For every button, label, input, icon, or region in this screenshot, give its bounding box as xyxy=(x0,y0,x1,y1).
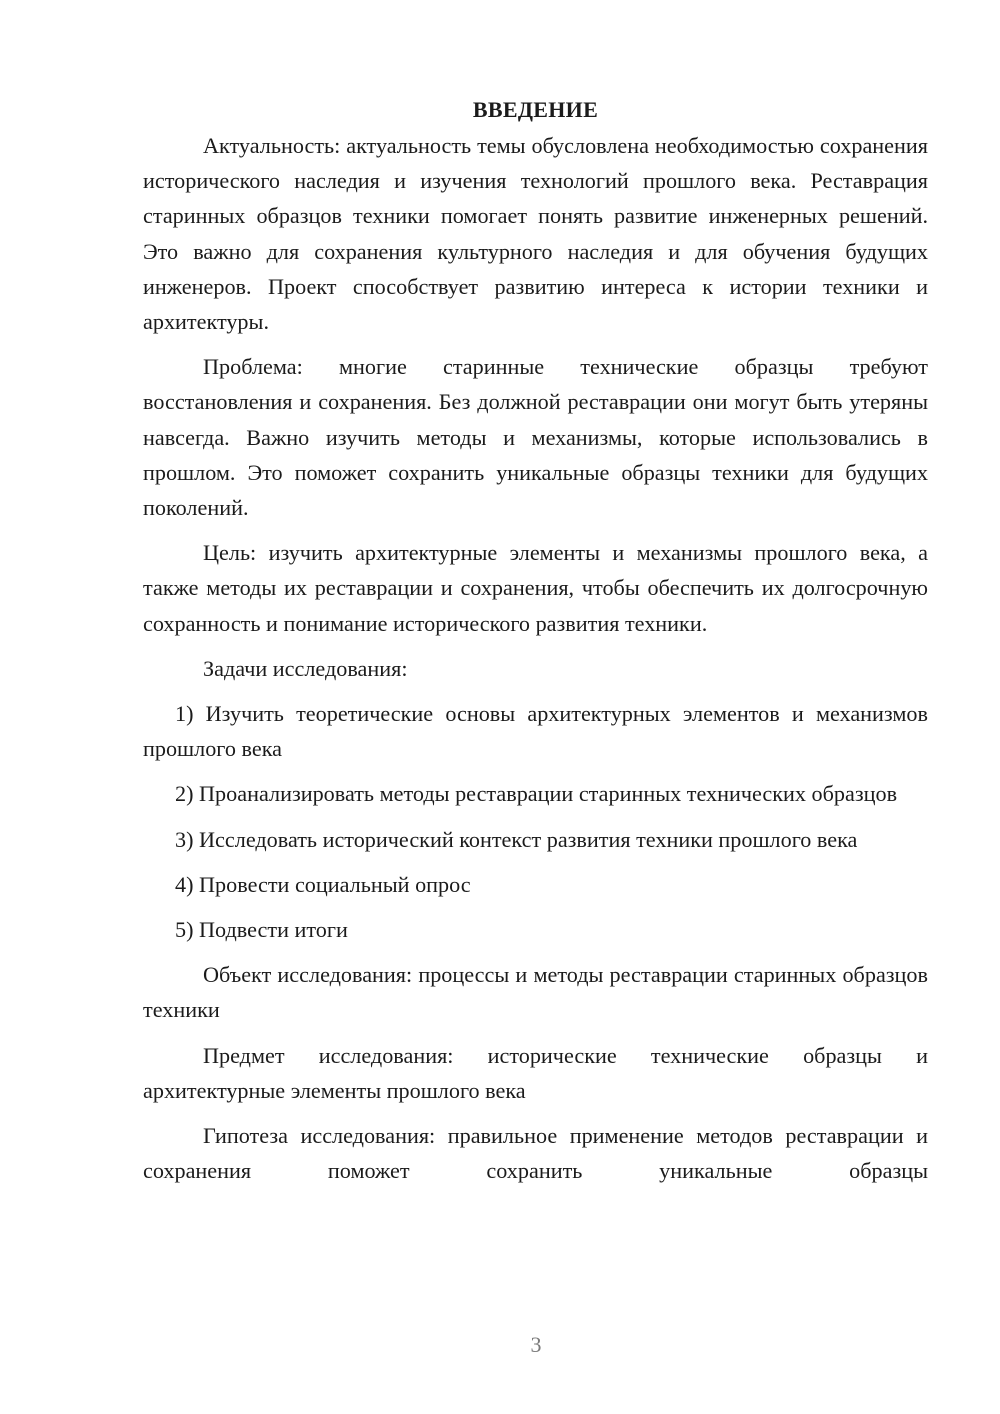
paragraph-problem: Проблема: многие старинные технические образцы требуют восстановления и сохранения. Без должной реставрации они могут быть утеряны навсегда. Важно изучить методы и механизмы, которые использовались в прошлом. Это поможет сохранить уникальные образцы техники для будущих поколений. xyxy=(143,354,928,521)
task-item-4: 4) Провести социальный опрос xyxy=(175,871,471,897)
task-item-5: 5) Подвести итоги xyxy=(175,917,348,943)
page-number: 3 xyxy=(530,1332,542,1357)
paragraph-object: Объект исследования: процессы и методы реставрации старинных образцов техники xyxy=(143,962,928,1023)
section-title: ВВЕДЕНИЕ xyxy=(472,97,599,122)
task-item-1: 1) Изучить теоретические основы архитектурных элементов и механизмов прошлого века xyxy=(143,701,928,762)
task-item-2: 2) Проанализировать методы реставрации старинных технических образцов xyxy=(175,781,898,807)
paragraph-relevance: Актуальность: актуальность темы обусловлена необходимостью сохранения исторического наследия и изучения технологий прошлого века. Реставрация старинных образцов техники помогает понять развитие инженерных решений. Это важно для сохранения культурного наследия и для обучения будущих инженеров. Проект способствует развитию интереса к истории техники и архитектуры. xyxy=(143,133,928,335)
document-page xyxy=(143,90,928,1198)
task-item-3: 3) Исследовать исторический контекст развития техники прошлого века xyxy=(175,826,858,852)
paragraph-goal: Цель: изучить архитектурные элементы и механизмы прошлого века, а также методы их реставрации и сохранения, чтобы обеспечить их долгосрочную сохранность и понимание исторического развития техники. xyxy=(143,540,928,636)
paragraph-hypothesis: Гипотеза исследования: правильное применение методов реставрации и сохранения поможет сохранить уникальные образцы xyxy=(143,1123,928,1184)
tasks-heading: Задачи исследования: xyxy=(203,655,408,681)
paragraph-subject: Предмет исследования: исторические технические образцы и архитектурные элементы прошлого века xyxy=(143,1042,928,1103)
